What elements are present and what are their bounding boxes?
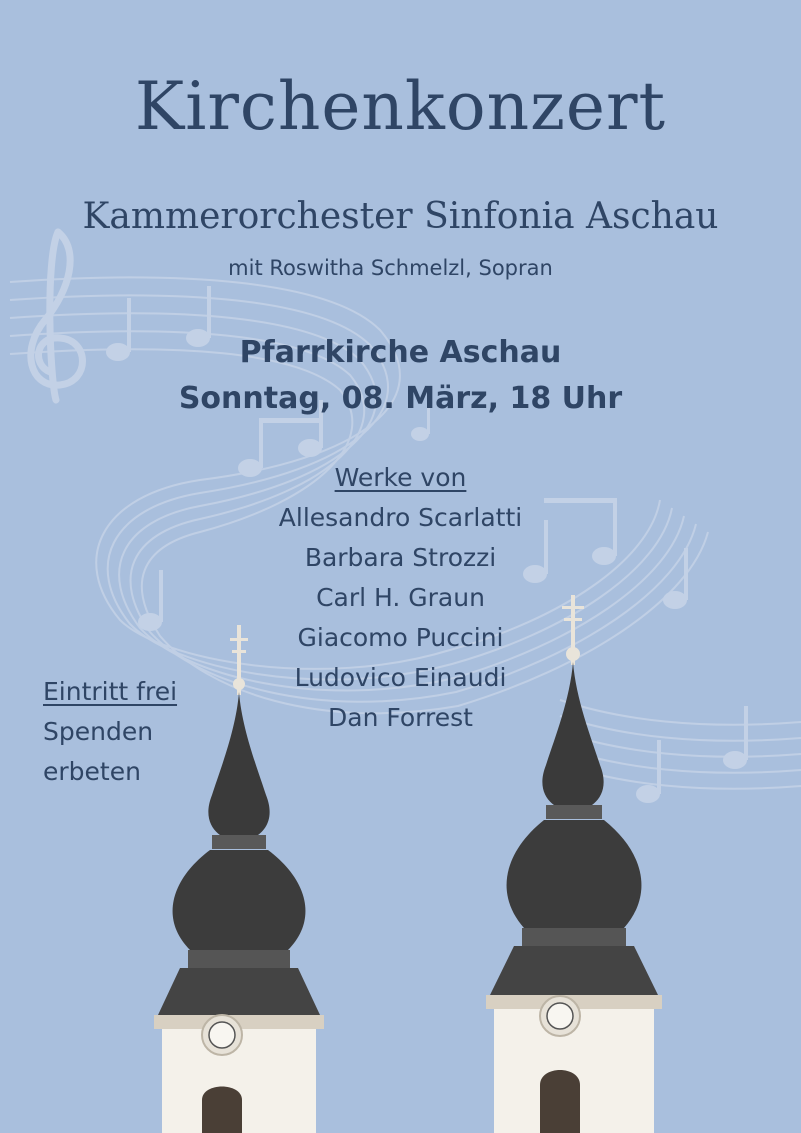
composer-item: Dan Forrest <box>328 703 473 732</box>
ensemble-name: Kammerorchester Sinfonia Aschau <box>82 196 719 237</box>
composer-item: Allesandro Scarlatti <box>278 503 523 532</box>
composer-item: Ludovico Einaudi <box>294 663 507 692</box>
composer-item: Carl H. Graun <box>316 583 485 612</box>
composer-item: Barbara Strozzi <box>304 543 497 572</box>
admission-info <box>43 672 177 792</box>
concert-title: Kirchenkonzert <box>134 68 667 145</box>
admission-heading: Eintritt frei <box>43 677 178 706</box>
composer-item: Giacomo Puccini <box>297 623 504 652</box>
admission-line: Spenden <box>43 717 154 746</box>
works-list <box>200 458 601 738</box>
admission-line: erbeten <box>43 757 141 786</box>
works-heading: Werke von <box>334 463 467 492</box>
soloist-line: mit Roswitha Schmelzl, Sopran <box>228 256 553 280</box>
venue: Pfarrkirche Aschau <box>239 335 562 370</box>
date-time: Sonntag, 08. März, 18 Uhr <box>178 381 623 416</box>
